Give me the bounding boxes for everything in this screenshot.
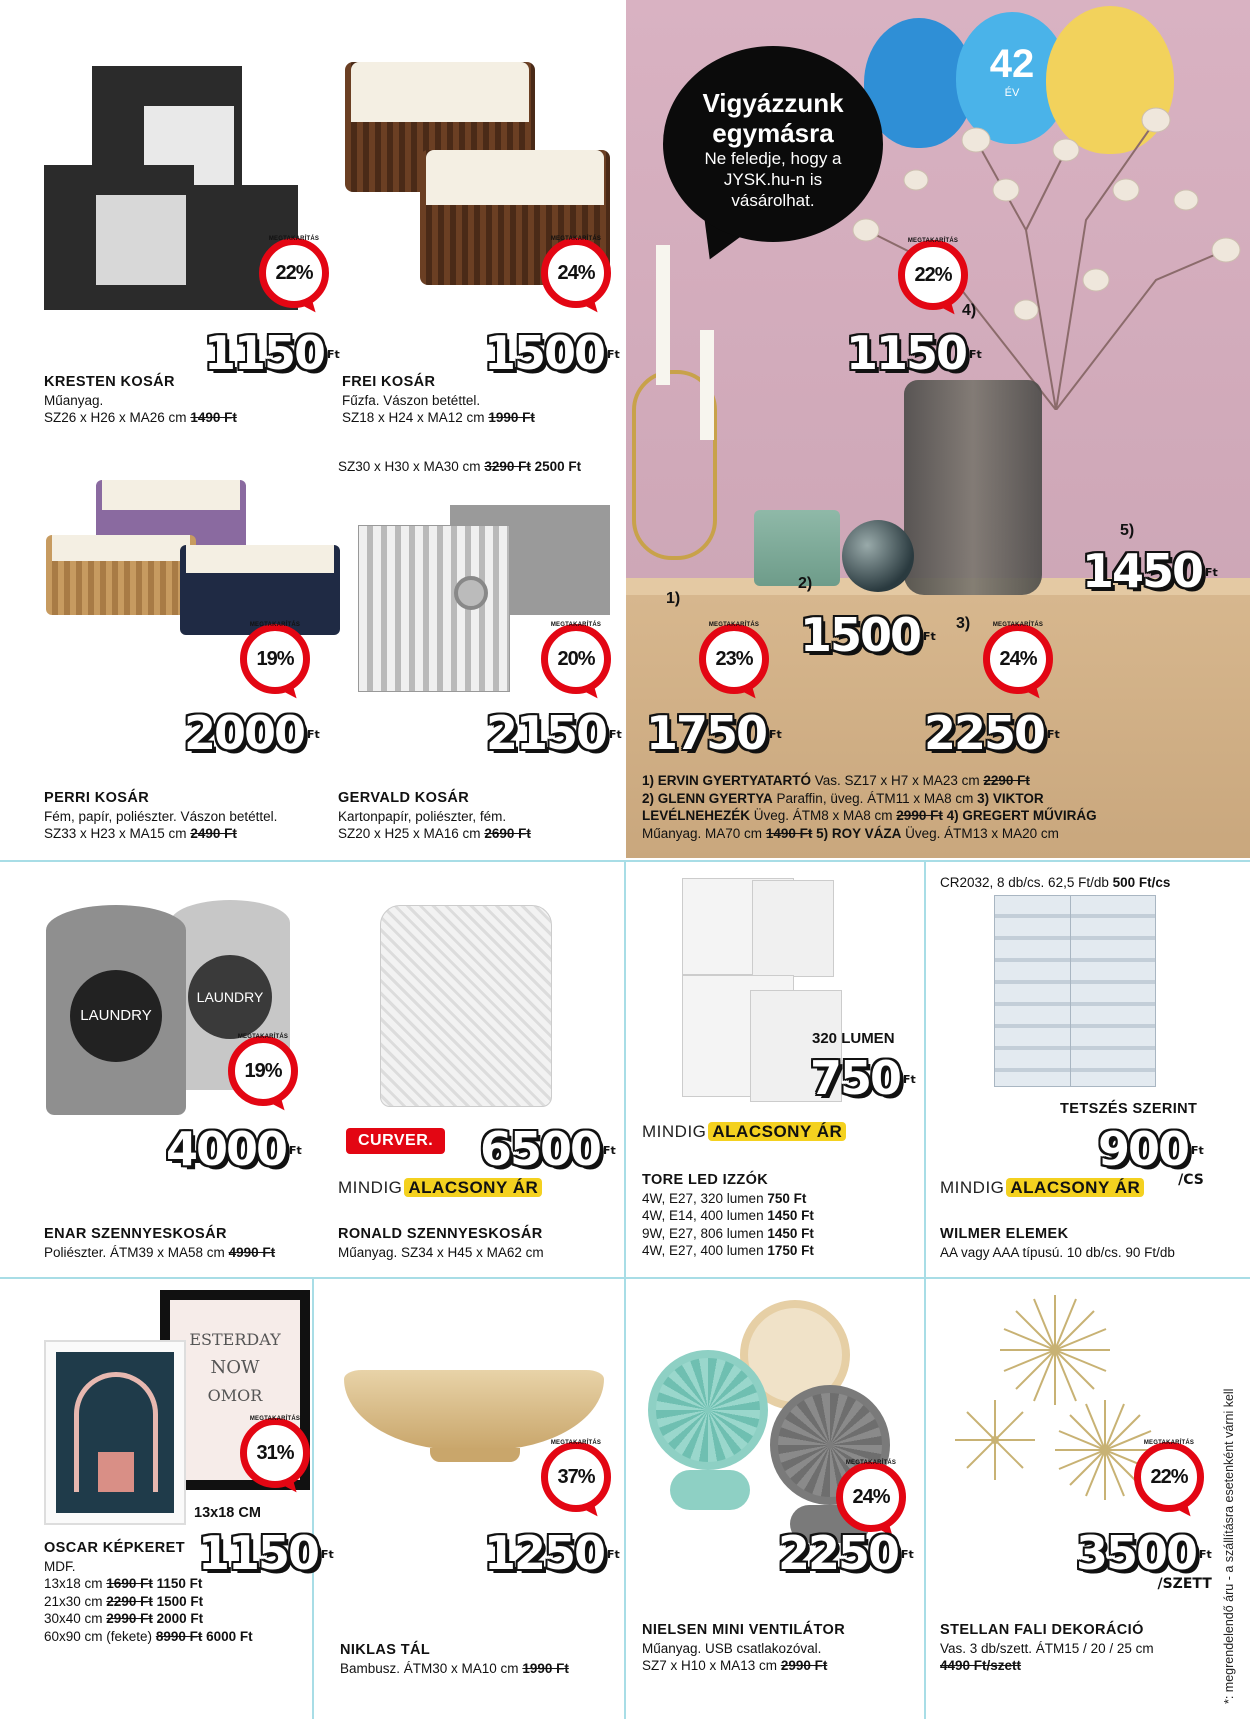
- gregert-price: 1150 $^{Ft}$: [846, 326, 982, 380]
- enar-laundry-bag-photo: LAUNDRY: [46, 905, 186, 1115]
- discount-badge: MEGTAKARÍTÁS 22%: [259, 238, 329, 308]
- niklas-bowl-photo: [430, 1448, 520, 1462]
- oscar-frame-photo: [44, 1340, 186, 1525]
- gervald-price: 2150 $^{Ft}$: [486, 706, 622, 760]
- product-name: PERRI KOSÁR: [44, 790, 150, 806]
- nielsen-fan-photo: [670, 1470, 750, 1510]
- nielsen-info: NIELSEN MINI VENTILÁTOR Műanyag. USB csatlakozóval. SZ7 x H10 x MA13 cm 2990 Ft: [642, 1622, 846, 1673]
- discount-badge: MEGTAKARÍTÁS 19%: [240, 624, 310, 694]
- discount-badge: MEGTAKARÍTÁS 24%: [541, 238, 611, 308]
- scented-candle: [754, 510, 840, 586]
- product-name: WILMER ELEMEK: [940, 1226, 1069, 1242]
- niklas-info: NIKLAS TÁL Bambusz. ÁTM30 x MA10 cm 1990 Ft: [340, 1642, 569, 1676]
- discount-badge: MEGTAKARÍTÁS 20%: [541, 624, 611, 694]
- kresten-info: KRESTEN KOSÁR Műanyag. SZ26 x H26 x MA26 cm 1490 Ft: [44, 374, 237, 425]
- product-name: NIELSEN MINI VENTILÁTOR: [642, 1622, 846, 1638]
- balloon-unit: ÉV: [1004, 87, 1020, 99]
- glass-vase: [904, 380, 1042, 595]
- ronald-price: 6500 $^{Ft}$: [480, 1122, 616, 1176]
- balloon-number: 42: [989, 42, 1035, 86]
- wilmer-cr2032: CR2032, 8 db/cs. 62,5 Ft/db 500 Ft/cs: [940, 875, 1171, 890]
- scene-label: 4): [962, 302, 977, 319]
- mindig-alacsony-ar-logo: MINDIG ALACSONY ÁR: [940, 1178, 1144, 1198]
- product-name: RONALD SZENNYESKOSÁR: [338, 1226, 543, 1242]
- candle: [656, 245, 670, 385]
- product-name: KRESTEN KOSÁR: [44, 374, 175, 390]
- perri-basket-photo: [46, 535, 196, 615]
- wilmer-batteries-photo: [1070, 895, 1156, 1087]
- nielsen-fan-photo: [648, 1350, 768, 1470]
- divider: [312, 1277, 314, 1719]
- mindig-alacsony-ar-logo: MINDIG ALACSONY ÁR: [642, 1122, 846, 1142]
- product-name: TORE LED IZZÓK: [642, 1172, 769, 1188]
- discount-badge: MEGTAKARÍTÁS 31%: [240, 1418, 310, 1488]
- discount-badge: MEGTAKARÍTÁS 22%: [1134, 1442, 1204, 1512]
- enar-laundry-bag-photo: LAUNDRY: [170, 900, 290, 1090]
- wilmer-price: 900 $^{Ft}$ /CS: [1098, 1122, 1204, 1188]
- scene-items-info: 1) ERVIN GYERTYATARTÓ Vas. SZ17 x H7 x MA23 cm 2290 Ft 2) GLENN GYERTYA Paraffin, üveg. ÁTM11 x MA8 cm 3) VIKTOR LEVÉLNEHEZÉK Üveg. ÁTM8 x MA8 cm 2990 Ft 4) GREGERT MŰVIRÁG Műanyag. MA70 cm 1490 Ft 5) ROY VÁZA Üveg. ÁTM13 x MA20 cm: [642, 773, 1097, 841]
- niklas-price: 1250 $^{Ft}$: [484, 1526, 620, 1580]
- tore-info: TORE LED IZZÓK 4W, E27, 320 lumen 750 Ft 4W, E14, 400 lumen 1450 Ft 9W, E27, 806 lumen 1450 Ft 4W, E27, 400 lumen 1750 Ft: [642, 1172, 814, 1258]
- discount-badge: MEGTAKARÍTÁS 24%: [836, 1462, 906, 1532]
- oscar-info: OSCAR KÉPKERET MDF. 13x18 cm 1690 Ft 1150 Ft 21x30 cm 2290 Ft 1500 Ft 30x40 cm 2990 Ft 2000 Ft 60x90 cm (fekete) 8990 Ft 6000 Ft: [44, 1540, 253, 1644]
- enar-info: ENAR SZENNYESKOSÁR Poliészter. ÁTM39 x MA58 cm 4990 Ft: [44, 1226, 276, 1260]
- product-name: FREI KOSÁR: [342, 374, 436, 390]
- wilmer-info: WILMER ELEMEK AA vagy AAA típusú. 10 db/cs. 90 Ft/db: [940, 1226, 1175, 1260]
- frame-text: ESTERDAY: [189, 1330, 281, 1349]
- bubble-title: Vigyázzunk egymásra: [702, 88, 844, 148]
- nielsen-price: 2250 $^{Ft}$: [778, 1526, 914, 1580]
- tore-bulb-box-photo: [752, 880, 834, 977]
- product-name: STELLAN FALI DEKORÁCIÓ: [940, 1622, 1144, 1638]
- discount-badge: MEGTAKARÍTÁS 23%: [699, 624, 769, 694]
- mindig-alacsony-ar-logo: MINDIG ALACSONY ÁR: [338, 1178, 542, 1198]
- frei-info: FREI KOSÁR Fűzfa. Vászon betéttel. SZ18 x H24 x MA12 cm 1990 Ft: [342, 374, 535, 425]
- product-name: OSCAR KÉPKERET: [44, 1540, 185, 1556]
- glenn-price: 1500 $^{Ft}$: [800, 608, 936, 662]
- discount-badge: MEGTAKARÍTÁS 24%: [983, 624, 1053, 694]
- frame-text: OMOR: [207, 1386, 263, 1405]
- gervald-large-size: SZ30 x H30 x MA30 cm 3290 Ft 2500 Ft: [338, 459, 582, 474]
- perri-price: 2000 $^{Ft}$: [184, 706, 320, 760]
- product-name: GERVALD KOSÁR: [338, 790, 470, 806]
- oscar-price: 1150 $^{Ft}$: [198, 1526, 334, 1580]
- divider: [624, 860, 626, 1719]
- side-note: *: megrendelendő áru - a szállításra esetenként várni kell: [1222, 1388, 1236, 1704]
- divider: [924, 860, 926, 1719]
- ervin-price: 1750 $^{Ft}$: [646, 706, 782, 760]
- ronald-laundry-basket-photo: [380, 905, 552, 1107]
- tore-price: 750 $^{Ft}$: [810, 1051, 916, 1105]
- product-name: ENAR SZENNYESKOSÁR: [44, 1226, 227, 1242]
- tore-lumen: 320 LUMEN: [812, 1030, 895, 1047]
- candle: [700, 330, 714, 440]
- discount-badge: MEGTAKARÍTÁS 37%: [541, 1442, 611, 1512]
- stellan-info: STELLAN FALI DEKORÁCIÓ Vas. 3 db/szett. ÁTM15 / 20 / 25 cm 4490 Ft/szett: [940, 1622, 1154, 1673]
- curver-logo: CURVER.: [346, 1128, 445, 1154]
- discount-badge: MEGTAKARÍTÁS 22%: [898, 240, 968, 310]
- perri-info: PERRI KOSÁR Fém, papír, poliészter. Vászon betéttel. SZ33 x H23 x MA15 cm 2490 Ft: [44, 790, 278, 841]
- kresten-basket-photo: [44, 165, 194, 310]
- scene-label: 2): [798, 575, 813, 592]
- roy-price: 1450 $^{Ft}$: [1082, 544, 1218, 598]
- viktor-price: 2250 $^{Ft}$: [924, 706, 1060, 760]
- scene-label: 5): [1120, 522, 1135, 539]
- gervald-info: GERVALD KOSÁR Kartonpapír, poliészter, fém. SZ20 x H25 x MA16 cm 2690 Ft: [338, 790, 531, 841]
- discount-badge: MEGTAKARÍTÁS 19%: [228, 1036, 298, 1106]
- wilmer-batteries-photo: [994, 895, 1080, 1087]
- enar-price: 4000 $^{Ft}$: [166, 1122, 302, 1176]
- product-name: NIKLAS TÁL: [340, 1642, 431, 1658]
- frei-price: 1500 $^{Ft}$: [484, 326, 620, 380]
- niklas-bowl-photo: [344, 1370, 604, 1450]
- wilmer-tetszes: TETSZÉS SZERINT: [1060, 1101, 1198, 1117]
- frame-text: NOW: [210, 1357, 260, 1378]
- gervald-box-photo: [358, 525, 510, 692]
- scene-label: 1): [666, 590, 681, 607]
- kresten-price: 1150 $^{Ft}$: [204, 326, 340, 380]
- bubble-text: Ne feledje, hogy a JYSK.hu-n is vásárolhat.: [704, 149, 842, 210]
- scene-label: 3): [956, 615, 971, 632]
- ronald-info: RONALD SZENNYESKOSÁR Műanyag. SZ34 x H45 x MA62 cm: [338, 1226, 544, 1260]
- glass-sphere: [842, 520, 914, 592]
- stellan-price: 3500 $^{Ft}$ /SZETT: [1076, 1526, 1212, 1592]
- oscar-size: 13x18 CM: [194, 1505, 261, 1521]
